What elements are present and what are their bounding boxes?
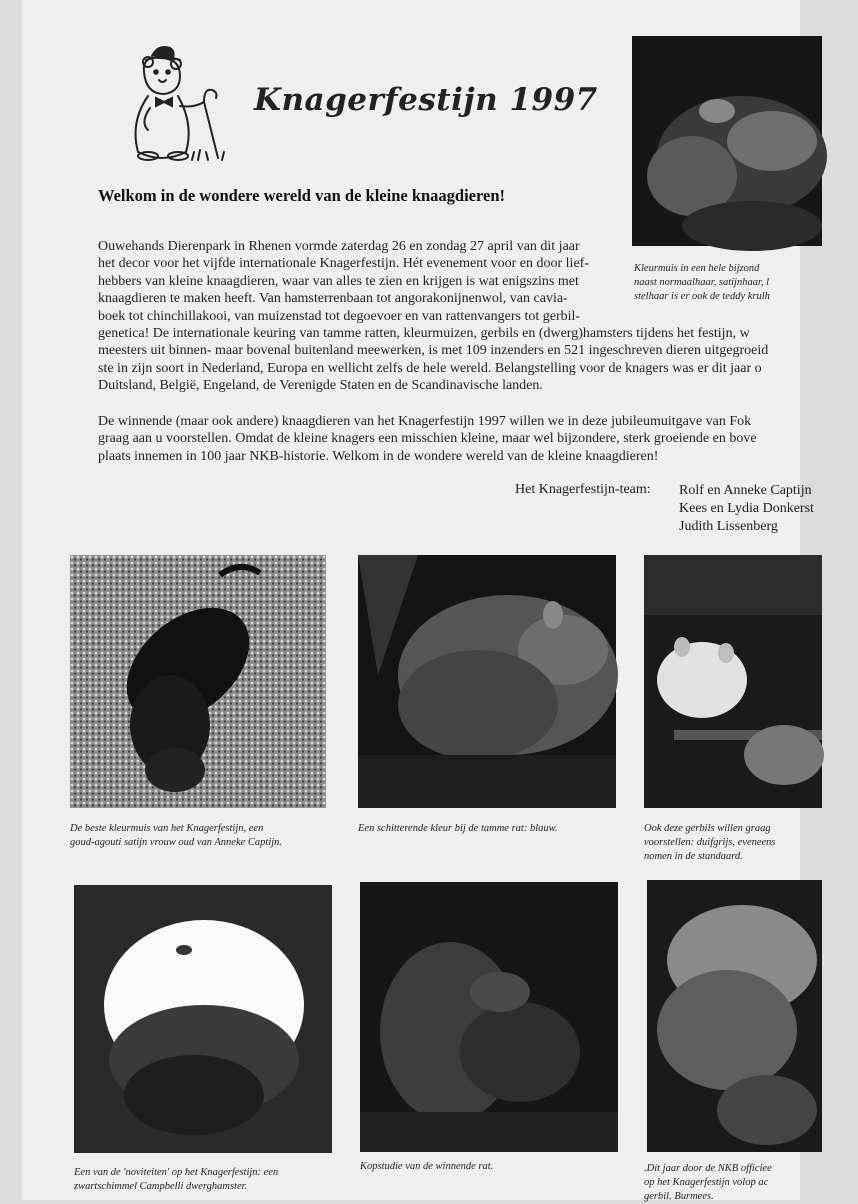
- caption-row1-right: Ook deze gerbils willen graag voorstellen: duifgrijs, eveneens nomen in de standaard.: [644, 823, 776, 862]
- team-member: Kees en Lydia Donkerst: [679, 501, 814, 516]
- caption-row2-mid: Kopstudie van de winnende rat.: [360, 1161, 494, 1172]
- photo-row1-mid: [358, 555, 616, 808]
- team-label: Het Knagerfestijn-team:: [515, 482, 651, 497]
- photo-row1-right: [644, 555, 822, 808]
- photo-row2-left: [74, 885, 332, 1153]
- magazine-page: [22, 0, 814, 1202]
- page-subtitle: Welkom in de wondere wereld van de kleine knaagdieren!: [98, 186, 506, 205]
- team-member: Rolf en Anneke Captijn: [679, 483, 812, 498]
- caption-top-right: Kleurmuis in een hele bijzond naast normaalhaar, satijnhaar, l stelhaar is er ook de teddy krulh: [634, 263, 770, 302]
- caption-row1-left: De beste kleurmuis van het Knagerfestijn, een goud-agouti satijn vrouw oud van Anneke Captijn.: [70, 823, 283, 848]
- team-members: [679, 482, 822, 536]
- page-title: Knagerfestijn 1997: [254, 82, 598, 118]
- team-member: Judith Lissenberg: [679, 519, 778, 534]
- photo-top-right: [632, 36, 822, 246]
- photo-row1-left: [70, 555, 326, 808]
- intro-paragraph-1: Ouwehands Dierenpark in Rhenen vormde zaterdag 26 en zondag 27 april van dit jaar het decor voor het vijfde internationale Knagerfestijn. Hét evenement voor en door lief- hebbers van kleine knaagdieren, waar van alles te zien en krijgen is wat enigszins met knaagdieren te maken heeft. Van hamsterrenbaan tot angorakonijnenwol, van cavia- boek tot chinchillakooi, van muizenstad tot degoevoer en van rattenvangers tot gerbil- genetica! De internationale keuring van tamme ratten, kleurmuizen, gerbils en (dwerg)hamsters tijdens het festijn, w meesters uit binnen- maar bovenal buitenland meewerken, is met 109 inzenders en 521 ingeschreven dieren uitgegroeid ste in zijn soort in Nederland, Europa en wellicht zelfs de hele wereld. Belangstelling voor de knagers was er dit jaar o Duitsland, België, Engeland, de Verenigde Staten en de Scandinavische landen.: [98, 239, 769, 394]
- caption-row2-right: .Dit jaar door de NKB officiee op het Knagerfestijn volop ac gerbil. Burmees.: [644, 1163, 772, 1202]
- caption-row1-mid: Een schitterende kleur bij de tamme rat: blauw.: [358, 823, 558, 834]
- caption-row2-left: Een van de 'noviteiten' op het Knagerfestijn: een zwartschimmel Campbelli dwerghamster.: [74, 1167, 279, 1192]
- photo-row2-right: [647, 880, 822, 1152]
- photo-row2-mid: [360, 882, 618, 1152]
- hamster-mascot-icon: [122, 42, 232, 167]
- intro-paragraph-2: De winnende (maar ook andere) knaagdieren van het Knagerfestijn 1997 willen we in deze jubileumuitgave van Fok graag aan u voorstellen. Omdat de kleine knagers een misschien kleine, maar wel bijzondere, sterk groeiende en bove plaats innemen in 100 jaar NKB-historie. Welkom in de wondere wereld van de kleine knaagdieren!: [98, 414, 757, 464]
